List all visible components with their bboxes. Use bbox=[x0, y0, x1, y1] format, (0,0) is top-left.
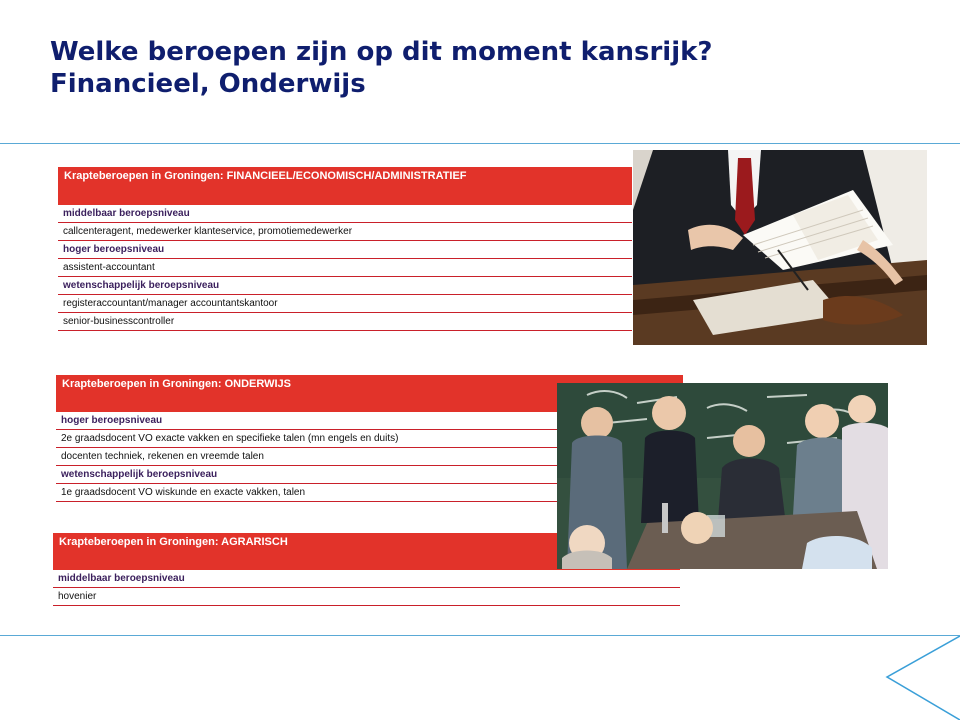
table-row-level: wetenschappelijk beroepsniveau bbox=[56, 466, 683, 484]
table-header: Krapteberoepen in Groningen: FINANCIEEL/ECONOMISCH/ADMINISTRATIEF bbox=[58, 167, 632, 205]
photo-business-paperwork bbox=[633, 150, 927, 345]
table-row: senior-businesscontroller bbox=[58, 313, 632, 331]
bottom-divider bbox=[0, 635, 960, 636]
table-financieel bbox=[58, 167, 632, 331]
table-row: docenten techniek, rekenen en vreemde talen bbox=[56, 448, 683, 466]
table-header: Krapteberoepen in Groningen: ONDERWIJS bbox=[56, 375, 683, 412]
table-row-level: hoger beroepsniveau bbox=[56, 412, 683, 430]
chevron-decoration-icon bbox=[885, 636, 960, 720]
table-row-level: middelbaar beroepsniveau bbox=[53, 570, 680, 588]
table-row: 2e graadsdocent VO exacte vakken en specifieke talen (mn engels en duits) bbox=[56, 430, 683, 448]
photo-classroom-students bbox=[557, 383, 888, 569]
top-divider bbox=[0, 143, 960, 144]
table-row-level: hoger beroepsniveau bbox=[58, 241, 632, 259]
title-line-2: Financieel, Onderwijs bbox=[50, 69, 366, 99]
photo-business-illustration bbox=[633, 150, 927, 345]
table-row: registeraccountant/manager accountantskantoor bbox=[58, 295, 632, 313]
photo-classroom-illustration bbox=[557, 383, 888, 569]
table-row: 1e graadsdocent VO wiskunde en exacte vakken, talen bbox=[56, 484, 683, 502]
title-line-1: Welke beroepen zijn op dit moment kansrijk? bbox=[50, 37, 713, 67]
table-row: assistent-accountant bbox=[58, 259, 632, 277]
table-header: Krapteberoepen in Groningen: AGRARISCH bbox=[53, 533, 680, 570]
table-row-level: wetenschappelijk beroepsniveau bbox=[58, 277, 632, 295]
table-row: callcenteragent, medewerker klanteservice, promotiemedewerker bbox=[58, 223, 632, 241]
slide-title bbox=[50, 36, 713, 100]
table-row: hovenier bbox=[53, 588, 680, 606]
table-row-level: middelbaar beroepsniveau bbox=[58, 205, 632, 223]
